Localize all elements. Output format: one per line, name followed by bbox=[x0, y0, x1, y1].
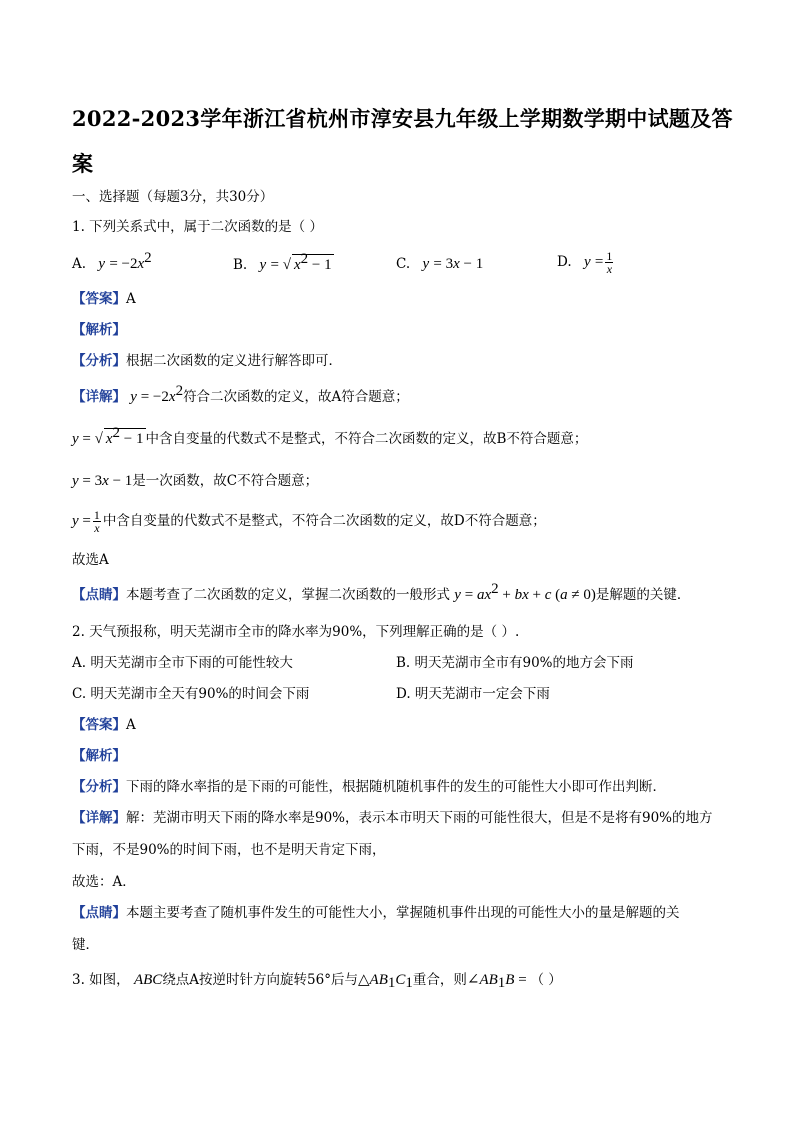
xiangjie-text: 符合二次函数的定义，故A符合题意； bbox=[183, 389, 409, 405]
dianjing-tag: 【点睛】 bbox=[72, 905, 126, 921]
question-1-stem: 1. 下列关系式中，属于二次函数的是（ ） bbox=[72, 219, 323, 235]
xiangjie-text: 是一次函数，故C不符合题意； bbox=[132, 473, 319, 489]
question-1-xiangjie-b: y = √ $x^2 - 1$ 中含自变量的代数式不是整式，不符合二次函数的定义，故B不符合题意； bbox=[72, 425, 588, 447]
answer-tag: 【答案】 bbox=[72, 717, 126, 733]
question-1-option-d: D. y = $\frac{1}{x}$ bbox=[557, 249, 613, 276]
page-title: 2022-2023学年浙江省杭州市淳安县九年级上学期数学期中试题及答 bbox=[72, 106, 733, 131]
xiangjie-text: 解：芜湖市明天下雨的降水率是90%，表示本市明天下雨的可能性很大，但是不是将有90%的地方 bbox=[126, 810, 713, 826]
xiangjie-tag: 【详解】 bbox=[72, 810, 126, 826]
stem-text: 重合，则 bbox=[412, 972, 467, 988]
question-1-option-a: A. $y = -2x^2$ bbox=[72, 250, 152, 272]
dianjing-text: 本题主要考查了随机事件发生的可能性大小，掌握随机事件出现的可能性大小的量是解题的关 bbox=[126, 905, 680, 921]
formula: y bbox=[583, 254, 591, 270]
option-label: D. bbox=[557, 254, 572, 270]
question-1-dianjing: 【点睛】本题考查了二次函数的定义，掌握二次函数的一般形式 $y = ax^2$ + bx + c (a ≠ 0)是解题的关键． bbox=[72, 581, 691, 603]
xiangjie-tag: 【详解】 bbox=[72, 389, 126, 405]
stem-text: 绕点A按逆时针方向旋转56°后与 bbox=[162, 972, 358, 988]
question-1-fenxi bbox=[72, 351, 342, 371]
formula: y bbox=[259, 257, 267, 273]
question-2-choice: 故选：A． bbox=[72, 874, 136, 890]
fenxi-text: 下雨的降水率指的是下雨的可能性，根据随机随机事件的发生的可能性大小即可作出判断． bbox=[126, 779, 666, 795]
fenxi-text: 根据二次函数的定义进行解答即可． bbox=[126, 353, 342, 369]
dianjing-text: 本题考查了二次函数的定义，掌握二次函数的一般形式 bbox=[126, 587, 450, 603]
option-label: B. bbox=[233, 257, 248, 273]
question-1-xiangjie-d: y = $\frac{1}{x}$ 中含自变量的代数式不是整式，不符合二次函数的定义，故D不符合题意； bbox=[72, 508, 546, 535]
stem-text: （ ） bbox=[530, 972, 562, 988]
question-1-option-b: B. y = √ $x^2 - 1$ bbox=[233, 251, 332, 273]
question-2-xiangjie-b: 下雨，不是90%的时间下雨，也不是明天肯定下雨， bbox=[72, 842, 386, 858]
question-2-option-c: C. 明天芜湖市全天有90%的时间会下雨 bbox=[72, 686, 310, 702]
option-label: A. bbox=[72, 256, 87, 272]
question-2-dianjing bbox=[72, 903, 680, 923]
fenxi-tag: 【分析】 bbox=[72, 353, 126, 369]
answer-value: A bbox=[126, 717, 136, 733]
section-heading: 一、选择题（每题3分，共30分） bbox=[72, 189, 274, 205]
question-1-answer bbox=[72, 289, 136, 309]
question-2-xiangjie bbox=[72, 808, 713, 828]
answer-tag: 【答案】 bbox=[72, 291, 126, 307]
dianjing-text: 是解题的关键． bbox=[595, 587, 691, 603]
analysis-tag: 【解析】 bbox=[72, 322, 126, 338]
answer-value: A bbox=[126, 291, 136, 307]
formula: y bbox=[422, 256, 430, 272]
xiangjie-text: 中含自变量的代数式不是整式，不符合二次函数的定义，故B不符合题意； bbox=[145, 431, 588, 447]
question-2-option-d: D. 明天芜湖市一定会下雨 bbox=[396, 686, 550, 702]
fenxi-tag: 【分析】 bbox=[72, 779, 126, 795]
question-2-fenxi bbox=[72, 777, 666, 797]
question-1-option-c: C. y = 3x − 1 bbox=[396, 256, 484, 272]
question-1-xiangjie: 【详解】 $y = -2x^2$符合二次函数的定义，故A符合题意； bbox=[72, 383, 409, 405]
question-2-dianjing-b: 键． bbox=[72, 937, 99, 953]
question-2-stem: 2. 天气预报称，明天芜湖市全市的降水率为90%，下列理解正确的是（ ）. bbox=[72, 624, 520, 640]
question-2-option-a: A. 明天芜湖市全市下雨的可能性较大 bbox=[72, 655, 293, 671]
question-1-xiangjie-c: y = 3x − 1是一次函数，故C不符合题意； bbox=[72, 473, 319, 489]
formula: y bbox=[98, 256, 106, 272]
stem-text: 3. 如图， bbox=[72, 972, 130, 988]
xiangjie-text: 中含自变量的代数式不是整式，不符合二次函数的定义，故D不符合题意； bbox=[102, 513, 546, 529]
question-2-option-b: B. 明天芜湖市全市有90%的地方会下雨 bbox=[396, 655, 634, 671]
question-3-stem: 3. 如图， ABC绕点A按逆时针方向旋转56°后与$\triangle AB_1C_1$重合，则$\angle AB_1B$ = （ ） bbox=[72, 972, 562, 991]
page-title-continued: 案 bbox=[72, 151, 94, 176]
option-label: C. bbox=[396, 256, 411, 272]
analysis-tag: 【解析】 bbox=[72, 748, 126, 764]
question-2-answer bbox=[72, 715, 136, 735]
dianjing-tag: 【点睛】 bbox=[72, 587, 126, 603]
question-1-choice: 故选A bbox=[72, 552, 109, 568]
